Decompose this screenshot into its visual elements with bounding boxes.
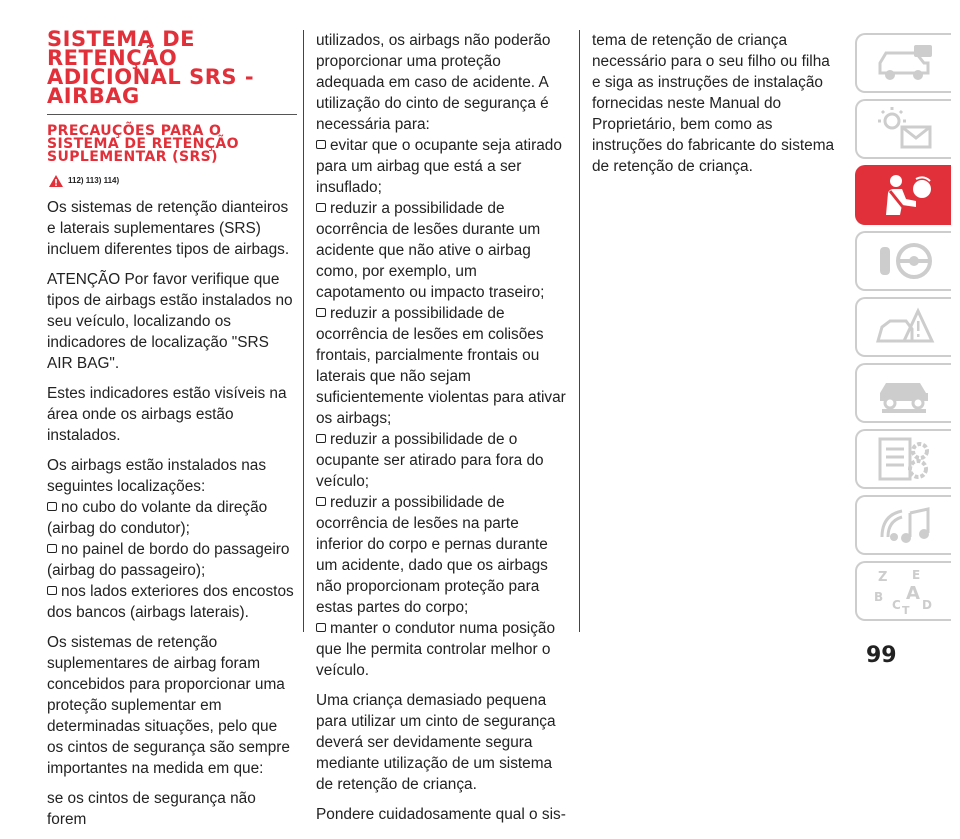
checkbox-bullet-icon [316,497,326,506]
warning-triangle-icon [49,175,63,187]
warning-references [49,170,297,191]
bullet-item: no painel de bordo do passageiro (airbag do passageiro); [47,541,290,579]
tab-technical-data[interactable] [855,429,951,489]
column-3 [592,30,842,186]
column-1 [47,27,297,839]
paragraph: Os sistemas de retenção dianteiros e laterais suplementares (SRS) incluem diferentes tipos de airbags. [47,199,290,258]
bullet-item: reduzir a possibilidade de o ocupante ser atirado para fora do veículo; [316,431,544,490]
checkbox-bullet-icon [316,203,326,212]
column-2 [316,30,566,834]
checkbox-bullet-icon [316,308,326,317]
paragraph: Uma criança demasiado pequena para utilizar um cinto de segurança deverá ser devidamente segura mediante utilização de um sistema de retenção de criança. [316,692,556,793]
tab-emergency[interactable] [855,297,951,357]
technical-data-icon [872,435,936,483]
chapter-tabs [855,33,953,627]
svg-text:Z: Z [878,570,888,585]
paragraph: ATENÇÃO Por favor verifique que tipos de airbags estão instalados no seu veículo, localizando os indicadores de localização "SRS AIR BAG". [47,271,293,372]
section-title: PRECAUÇÕES PARA O SISTEMA DE RETENÇÃO SUPLEMENTAR (SRS) [47,123,239,165]
paragraph: se os cintos de segurança não forem [47,790,256,828]
tab-index[interactable] [855,561,951,621]
bullet-item: evitar que o ocupante seja atirado para um airbag que está a ser insuflado; [316,137,562,196]
page-number: 99 [866,643,897,668]
tab-car-dashboard[interactable] [855,33,951,93]
emergency-icon [872,303,936,351]
paragraph: Os sistemas de retenção suplementares de airbag foram concebidos para proporcionar uma proteção suplementar em determinadas situações, pelo que os cintos de segurança são sempre importantes na medida em que: [47,634,290,777]
chapter-title: SISTEMA DE RETENÇÃO ADICIONAL SRS - AIRBAG [47,27,255,108]
bullet-item: reduzir a possibilidade de ocorrência de lesões em colisões frontais, parcialmente frontais ou laterais que não sejam suficientemente violentas para ativar os airbags; [316,305,566,427]
paragraph: tema de retenção de criança necessário para o seu filho ou filha e siga as instruções de instalação fornecidas neste Manual do Proprietário, bem como as instruções do fabricante do sistema de retenção de criança. [592,32,835,175]
column-divider [303,30,304,632]
warning-lights-icon [872,105,936,153]
tab-multimedia[interactable] [855,495,951,555]
svg-text:B: B [874,590,884,604]
svg-text:E: E [912,568,921,582]
svg-text:D: D [922,598,932,612]
bullet-item: no cubo do volante da direção (airbag do condutor); [47,499,268,537]
bullet-item: reduzir a possibilidade de ocorrência de lesões durante um acidente que não ative o airbag como, por exemplo, um capotamento ou impacto traseiro; [316,200,545,301]
paragraph: Os airbags estão instalados nas seguintes localizações: [47,457,267,495]
column-divider [579,30,580,632]
checkbox-bullet-icon [316,434,326,443]
bullet-item: nos lados exteriores dos encostos dos bancos (airbags laterais). [47,583,294,621]
bullet-item: reduzir a possibilidade de ocorrência de lesões na parte inferior do corpo e pernas durante um acidente, dado que os airbags não proporcionam proteção para estas partes do corpo; [316,494,548,616]
index-icon [872,567,936,615]
checkbox-bullet-icon [47,502,57,511]
starting-driving-icon [872,237,936,285]
paragraph: utilizados, os airbags não poderão proporcionar uma proteção adequada em caso de acidente. A utilização do cinto de segurança é necessária para: [316,32,551,133]
svg-text:T: T [902,604,910,615]
checkbox-bullet-icon [316,140,326,149]
checkbox-bullet-icon [316,623,326,632]
car-dashboard-icon [872,39,936,87]
svg-text:C: C [892,598,901,612]
multimedia-icon [872,501,936,549]
svg-text:A: A [906,583,920,604]
safety-seatbelt-airbag-icon [872,171,936,219]
tab-safety[interactable] [855,165,951,225]
checkbox-bullet-icon [47,544,57,553]
tab-maintenance[interactable] [855,363,951,423]
title-divider [47,114,297,115]
tab-warning-lights[interactable] [855,99,951,159]
bullet-item: manter o condutor numa posição que lhe permita controlar melhor o veículo. [316,620,556,679]
checkbox-bullet-icon [47,586,57,595]
maintenance-car-icon [872,369,936,417]
warning-refs-text: 112) 113) 114) [68,176,120,185]
paragraph: Estes indicadores estão visíveis na área onde os airbags estão instalados. [47,385,287,444]
tab-starting-driving[interactable] [855,231,951,291]
paragraph: Pondere cuidadosamente qual o sis- [316,806,566,823]
